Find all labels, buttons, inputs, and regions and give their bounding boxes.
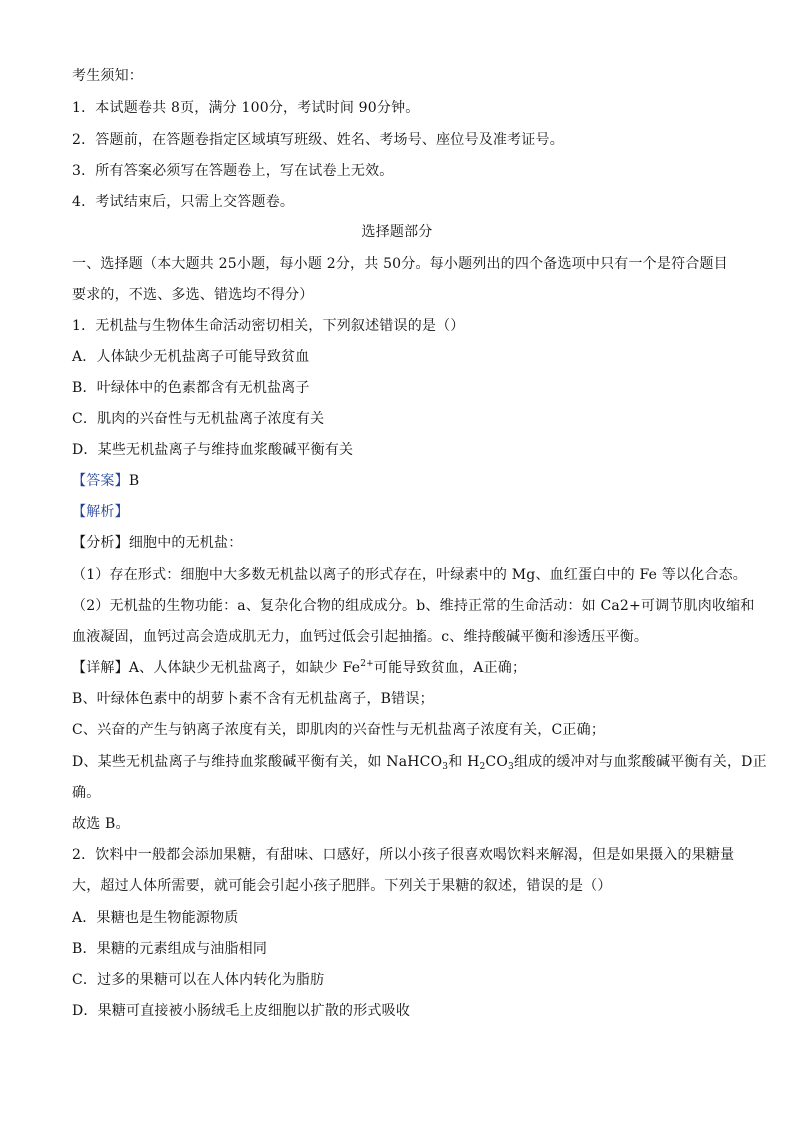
question-2-stem: 2．饮料中一般都会添加果糖，有甜味、口感好，所以小孩子很喜欢喝饮料来解渴，但是如果摄入的果糖量 (72, 847, 735, 863)
superscript: 2+ (360, 659, 374, 669)
subscript: 3 (508, 762, 514, 772)
detail-a-text: A、人体缺少无机盐离子，如缺少 Fe (128, 660, 361, 676)
question-1-option-d: D．某些无机盐离子与维持血浆酸碱平衡有关 (72, 442, 354, 458)
detail-b: B、叶绿体色素中的胡萝卜素不含有无机盐离子，B错误； (72, 691, 434, 707)
section-intro: 要求的，不选、多选、错选均不得分） (72, 287, 314, 303)
detail-c: C、兴奋的产生与钠离子浓度有关，即肌肉的兴奋性与无机盐离子浓度有关，C正确； (72, 722, 606, 738)
fenxi-text: 细胞中的无机盐： (128, 535, 243, 551)
question-2-option-d: D．果糖可直接被小肠绒毛上皮细胞以扩散的形式吸收 (72, 1003, 411, 1019)
question-1-option-b: B．叶绿体中的色素都含有无机盐离子 (72, 380, 310, 396)
detail-a-text-end: 可能导致贫血，A正确； (373, 660, 527, 676)
question-2-option-c: C．过多的果糖可以在人体内转化为脂肪 (72, 972, 325, 988)
subscript: 3 (442, 762, 449, 772)
analysis-point-2: （2）无机盐的生物功能：a、复杂化合物的组成成分。b、维持正常的生命活动：如 Ca2+可调节肌肉收缩和 (72, 598, 755, 614)
detail-d-text: CO (485, 754, 509, 770)
detail-a (72, 658, 734, 678)
analysis-point-2-cont: 血液凝固，血钙过高会造成肌无力，血钙过低会引起抽搐。c、维持酸碱平衡和渗透压平衡。 (72, 629, 649, 645)
question-2-option-a: A．果糖也是生物能源物质 (72, 910, 239, 926)
detail-tag: 【详解】 (72, 660, 129, 676)
notice-item: 3．所有答案必须写在答题卷上，写在试卷上无效。 (72, 163, 394, 179)
notice-item: 4．考试结束后，只需上交答题卷。 (72, 194, 295, 210)
fenxi-tag: 【分析】 (72, 535, 129, 551)
section-intro: 一、选择题（本大题共 25小题，每小题 2分，共 50分。每小题列出的四个备选项中只有一个是符合题目 (72, 256, 728, 272)
question-1-option-c: C．肌肉的兴奋性与无机盐离子浓度有关 (72, 411, 325, 427)
detail-d-text: D、某些无机盐离子与维持血浆酸碱平衡有关，如 NaHCO (72, 754, 443, 770)
section-title: 选择题部分 (361, 224, 433, 240)
analysis-point-1: （1）存在形式：细胞中大多数无机盐以离子的形式存在，叶绿素中的 Mg、血红蛋白中的 Fe 等以化合态。 (72, 567, 747, 583)
answer-tag: 【答案】 (72, 473, 129, 489)
notice-item: 1．本试题卷共 8页，满分 100分，考试时间 90分钟。 (72, 100, 420, 116)
question-2-option-b: B．果糖的元素组成与油脂相同 (72, 941, 268, 957)
conclusion: 故选 B。 (72, 816, 130, 832)
answer-value: B (128, 473, 140, 489)
notice-item: 2．答题前，在答题卷指定区域填写班级、姓名、考场号、座位号及准考证号。 (72, 132, 564, 148)
question-2-stem-cont: 大，超过人体所需要，就可能会引起小孩子肥胖。下列关于果糖的叙述，错误的是（） (72, 878, 612, 894)
detail-d (72, 752, 767, 772)
analysis-tag: 【解析】 (72, 504, 129, 520)
detail-d-text: 组成的缓冲对与血浆酸碱平衡有关，D正 (513, 754, 767, 770)
question-1-stem: 1．无机盐与生物体生命活动密切相关，下列叙述错误的是（） (72, 318, 465, 334)
question-1-option-a: A．人体缺少无机盐离子可能导致贫血 (72, 349, 310, 365)
detail-d-cont: 确。 (72, 785, 101, 801)
fenxi-line (72, 533, 734, 553)
answer-line (72, 471, 734, 491)
notice-heading: 考生须知： (72, 68, 143, 84)
subscript: 2 (479, 762, 486, 772)
detail-d-text: 和 H (448, 754, 480, 770)
